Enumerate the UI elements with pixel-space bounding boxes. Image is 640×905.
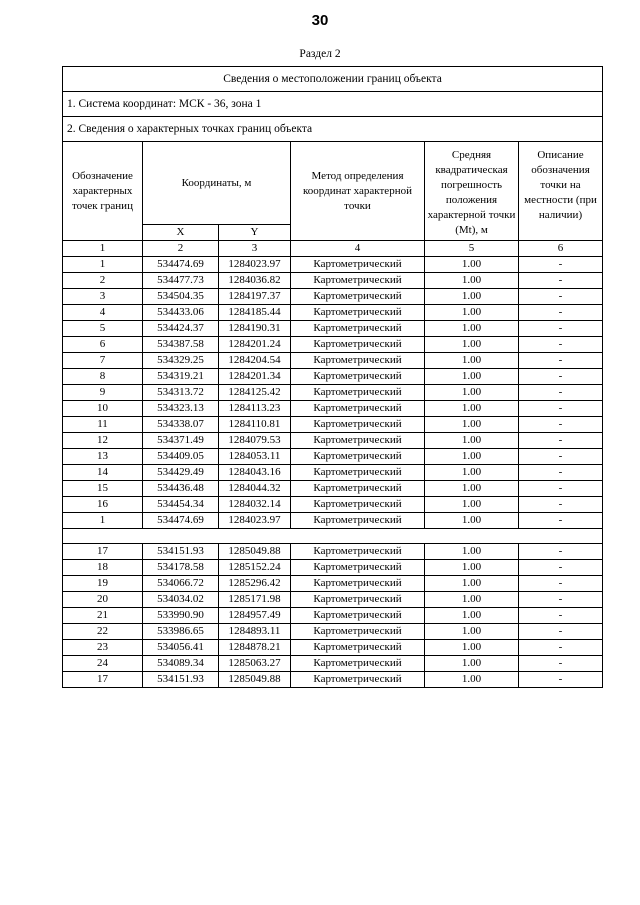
coord-y: 1285063.27 [219, 656, 291, 672]
table-row [63, 433, 603, 449]
table-row [63, 417, 603, 433]
table-row [63, 305, 603, 321]
coord-y: 1284043.16 [219, 465, 291, 481]
table-row [63, 385, 603, 401]
column-number: 1 [63, 241, 143, 257]
accuracy: 1.00 [425, 656, 519, 672]
table-row [63, 481, 603, 497]
point-number: 3 [63, 289, 143, 305]
coord-y: 1284957.49 [219, 608, 291, 624]
header-description: Описание обозначения точки на местности (при наличии) [519, 142, 603, 241]
accuracy: 1.00 [425, 608, 519, 624]
table-row [63, 465, 603, 481]
coord-x: 534433.06 [143, 305, 219, 321]
coord-x: 534151.93 [143, 544, 219, 560]
accuracy: 1.00 [425, 289, 519, 305]
method: Картометрический [291, 369, 425, 385]
coord-y: 1285049.88 [219, 672, 291, 688]
point-number: 16 [63, 497, 143, 513]
coord-x: 534319.21 [143, 369, 219, 385]
point-number: 23 [63, 640, 143, 656]
coord-y: 1284053.11 [219, 449, 291, 465]
coord-y: 1284023.97 [219, 513, 291, 529]
header-method: Метод определения координат характерной точки [291, 142, 425, 241]
point-number: 20 [63, 592, 143, 608]
section-label: Раздел 2 [299, 48, 341, 60]
accuracy: 1.00 [425, 321, 519, 337]
coord-x: 534066.72 [143, 576, 219, 592]
point-number: 15 [63, 481, 143, 497]
coord-y: 1284893.11 [219, 624, 291, 640]
point-number: 1 [63, 257, 143, 273]
description: - [519, 672, 603, 688]
description: - [519, 433, 603, 449]
method: Картометрический [291, 401, 425, 417]
table-row [63, 289, 603, 305]
table-row [63, 672, 603, 688]
method: Картометрический [291, 624, 425, 640]
method: Картометрический [291, 481, 425, 497]
description: - [519, 624, 603, 640]
table-row [63, 576, 603, 592]
description: - [519, 449, 603, 465]
point-number: 21 [63, 608, 143, 624]
accuracy: 1.00 [425, 481, 519, 497]
table-row [63, 656, 603, 672]
table-row [63, 640, 603, 656]
description: - [519, 640, 603, 656]
coord-x: 533990.90 [143, 608, 219, 624]
coordinate-system: 1. Система координат: МСК - 36, зона 1 [63, 92, 603, 117]
description: - [519, 560, 603, 576]
contour-separator-row [63, 529, 603, 544]
column-numbers-row [63, 241, 603, 257]
coord-x: 533986.65 [143, 624, 219, 640]
table-row [63, 592, 603, 608]
coord-y: 1284044.32 [219, 481, 291, 497]
coord-x: 534424.37 [143, 321, 219, 337]
coord-y: 1284878.21 [219, 640, 291, 656]
description: - [519, 353, 603, 369]
column-number: 6 [519, 241, 603, 257]
method: Картометрический [291, 449, 425, 465]
description: - [519, 289, 603, 305]
accuracy: 1.00 [425, 672, 519, 688]
method: Картометрический [291, 321, 425, 337]
point-number: 17 [63, 672, 143, 688]
table-row [63, 497, 603, 513]
point-number: 6 [63, 337, 143, 353]
accuracy: 1.00 [425, 560, 519, 576]
table-row [63, 353, 603, 369]
column-number: 3 [219, 241, 291, 257]
coord-x: 534474.69 [143, 257, 219, 273]
coordinate-system-row [63, 92, 603, 117]
method: Картометрический [291, 305, 425, 321]
description: - [519, 401, 603, 417]
method: Картометрический [291, 592, 425, 608]
contour-separator [63, 529, 603, 544]
coord-x: 534089.34 [143, 656, 219, 672]
table-row [63, 624, 603, 640]
header-designation: Обозначение характерных точек границ [63, 142, 143, 241]
point-number: 13 [63, 449, 143, 465]
method: Картометрический [291, 640, 425, 656]
point-number: 10 [63, 401, 143, 417]
column-number: 4 [291, 241, 425, 257]
coord-y: 1284032.14 [219, 497, 291, 513]
method: Картометрический [291, 353, 425, 369]
page-number: 30 [311, 12, 329, 29]
coord-x: 534429.49 [143, 465, 219, 481]
coord-y: 1284185.44 [219, 305, 291, 321]
point-number: 9 [63, 385, 143, 401]
description: - [519, 513, 603, 529]
coord-x: 534323.13 [143, 401, 219, 417]
table-row [63, 321, 603, 337]
header-x: X [143, 225, 219, 241]
table-row [63, 273, 603, 289]
point-number: 12 [63, 433, 143, 449]
description: - [519, 337, 603, 353]
description: - [519, 592, 603, 608]
accuracy: 1.00 [425, 544, 519, 560]
coord-x: 534504.35 [143, 289, 219, 305]
description: - [519, 385, 603, 401]
table-row [63, 257, 603, 273]
coord-x: 534034.02 [143, 592, 219, 608]
method: Картометрический [291, 385, 425, 401]
point-number: 1 [63, 513, 143, 529]
description: - [519, 305, 603, 321]
accuracy: 1.00 [425, 305, 519, 321]
coord-y: 1284204.54 [219, 353, 291, 369]
description: - [519, 497, 603, 513]
table-row [63, 513, 603, 529]
accuracy: 1.00 [425, 369, 519, 385]
coord-x: 534151.93 [143, 672, 219, 688]
coord-x: 534338.07 [143, 417, 219, 433]
description: - [519, 257, 603, 273]
coord-y: 1284079.53 [219, 433, 291, 449]
points-heading: 2. Сведения о характерных точках границ объекта [63, 117, 603, 142]
description: - [519, 417, 603, 433]
table-title-row [63, 67, 603, 92]
method: Картометрический [291, 465, 425, 481]
description: - [519, 321, 603, 337]
table-row [63, 544, 603, 560]
description: - [519, 465, 603, 481]
coord-y: 1284110.81 [219, 417, 291, 433]
table-row [63, 369, 603, 385]
point-number: 4 [63, 305, 143, 321]
table-row [63, 337, 603, 353]
method: Картометрический [291, 289, 425, 305]
coord-x: 534329.25 [143, 353, 219, 369]
coord-y: 1284201.34 [219, 369, 291, 385]
header-row-1 [63, 142, 603, 225]
coord-x: 534387.58 [143, 337, 219, 353]
accuracy: 1.00 [425, 640, 519, 656]
accuracy: 1.00 [425, 273, 519, 289]
coord-x: 534409.05 [143, 449, 219, 465]
coord-y: 1284190.31 [219, 321, 291, 337]
accuracy: 1.00 [425, 624, 519, 640]
coord-x: 534178.58 [143, 560, 219, 576]
coord-y: 1284113.23 [219, 401, 291, 417]
method: Картометрический [291, 257, 425, 273]
coord-x: 534454.34 [143, 497, 219, 513]
coord-y: 1284125.42 [219, 385, 291, 401]
accuracy: 1.00 [425, 337, 519, 353]
method: Картометрический [291, 608, 425, 624]
header-coordinates: Координаты, м [143, 142, 291, 225]
accuracy: 1.00 [425, 433, 519, 449]
boundary-points-table [62, 66, 603, 688]
method: Картометрический [291, 513, 425, 529]
coord-y: 1284201.24 [219, 337, 291, 353]
table-row [63, 560, 603, 576]
method: Картометрический [291, 433, 425, 449]
point-number: 2 [63, 273, 143, 289]
accuracy: 1.00 [425, 353, 519, 369]
coord-x: 534436.48 [143, 481, 219, 497]
table-title: Сведения о местоположении границ объекта [63, 67, 603, 92]
accuracy: 1.00 [425, 417, 519, 433]
accuracy: 1.00 [425, 449, 519, 465]
accuracy: 1.00 [425, 385, 519, 401]
point-number: 5 [63, 321, 143, 337]
method: Картометрический [291, 560, 425, 576]
coord-x: 534371.49 [143, 433, 219, 449]
accuracy: 1.00 [425, 465, 519, 481]
coord-y: 1284036.82 [219, 273, 291, 289]
description: - [519, 369, 603, 385]
method: Картометрический [291, 544, 425, 560]
description: - [519, 656, 603, 672]
coord-x: 534474.69 [143, 513, 219, 529]
point-number: 22 [63, 624, 143, 640]
description: - [519, 608, 603, 624]
method: Картометрический [291, 497, 425, 513]
point-number: 11 [63, 417, 143, 433]
method: Картометрический [291, 337, 425, 353]
coord-y: 1285049.88 [219, 544, 291, 560]
accuracy: 1.00 [425, 401, 519, 417]
point-number: 18 [63, 560, 143, 576]
method: Картометрический [291, 417, 425, 433]
coord-y: 1284023.97 [219, 257, 291, 273]
coord-x: 534056.41 [143, 640, 219, 656]
method: Картометрический [291, 576, 425, 592]
column-number: 2 [143, 241, 219, 257]
coord-x: 534313.72 [143, 385, 219, 401]
point-number: 8 [63, 369, 143, 385]
table-row [63, 401, 603, 417]
coord-x: 534477.73 [143, 273, 219, 289]
point-number: 19 [63, 576, 143, 592]
description: - [519, 273, 603, 289]
point-number: 24 [63, 656, 143, 672]
method: Картометрический [291, 672, 425, 688]
description: - [519, 544, 603, 560]
point-number: 7 [63, 353, 143, 369]
coord-y: 1284197.37 [219, 289, 291, 305]
accuracy: 1.00 [425, 497, 519, 513]
accuracy: 1.00 [425, 592, 519, 608]
description: - [519, 576, 603, 592]
column-number: 5 [425, 241, 519, 257]
header-accuracy: Средняя квадратическая погрешность положения характерной точки (Mt), м [425, 142, 519, 241]
points-heading-row [63, 117, 603, 142]
coord-y: 1285171.98 [219, 592, 291, 608]
method: Картометрический [291, 273, 425, 289]
accuracy: 1.00 [425, 257, 519, 273]
table-row [63, 608, 603, 624]
method: Картометрический [291, 656, 425, 672]
description: - [519, 481, 603, 497]
point-number: 14 [63, 465, 143, 481]
header-y: Y [219, 225, 291, 241]
accuracy: 1.00 [425, 576, 519, 592]
coord-y: 1285296.42 [219, 576, 291, 592]
coord-y: 1285152.24 [219, 560, 291, 576]
point-number: 17 [63, 544, 143, 560]
accuracy: 1.00 [425, 513, 519, 529]
table-row [63, 449, 603, 465]
